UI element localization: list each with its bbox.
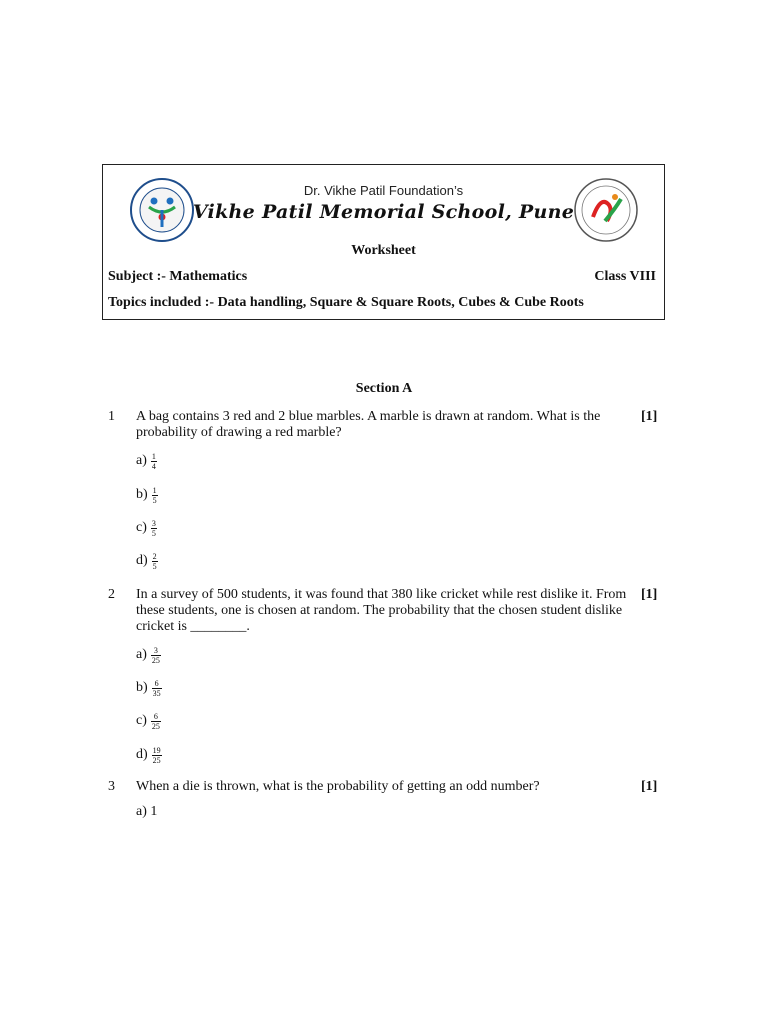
question-number: 1: [108, 409, 115, 424]
class-label: Class VIII: [594, 269, 656, 284]
topics-label: Topics included :- Data handling, Square & Square Roots, Cubes & Cube Roots: [108, 295, 584, 310]
option-b: [136, 483, 158, 507]
question-marks: [1]: [641, 779, 658, 794]
fraction-numerator: 2: [152, 551, 157, 561]
option-label: b): [136, 487, 148, 502]
foundation-name: Dr. Vikhe Patil Foundation’s: [303, 183, 464, 198]
option-c: [136, 516, 157, 540]
option-a: [136, 800, 157, 824]
fraction-numerator: 6: [154, 678, 159, 688]
subject-label: Subject :- Mathematics: [108, 269, 248, 284]
school-name: Vikhe Patil Memorial School, Pune: [192, 201, 575, 223]
fraction-numerator: 3: [153, 645, 158, 655]
option-label: d): [136, 553, 148, 568]
fraction-denominator: 5: [152, 561, 157, 571]
option-a: [136, 449, 157, 473]
option-fraction: [152, 746, 162, 765]
fraction-numerator: 19: [152, 745, 161, 755]
question-marks: [1]: [641, 587, 658, 602]
option-label: a): [136, 453, 147, 468]
option-d: [136, 743, 162, 767]
fraction-numerator: 6: [153, 711, 158, 721]
fraction-numerator: 1: [152, 485, 157, 495]
question-text: A bag contains 3 red and 2 blue marbles. A marble is drawn at random. What is the probability of drawing a red marble?: [136, 409, 601, 440]
option-label: d): [136, 747, 148, 762]
option-fraction: [151, 712, 161, 731]
option-fraction: [152, 486, 158, 505]
worksheet-title: Worksheet: [351, 243, 416, 258]
option-b: [136, 676, 162, 700]
option-fraction: [151, 519, 157, 538]
option-label: c): [136, 713, 147, 728]
option-c: [136, 709, 161, 733]
fraction-denominator: 4: [151, 461, 156, 471]
option-label: c): [136, 520, 147, 535]
question-number: 2: [108, 587, 115, 602]
option-fraction: [152, 679, 162, 698]
fraction-numerator: 3: [151, 518, 156, 528]
option-label: a): [136, 647, 147, 662]
fraction-numerator: 1: [151, 451, 156, 461]
question-marks: [1]: [641, 409, 658, 424]
option-fraction: [152, 552, 158, 571]
fraction-denominator: 25: [151, 721, 160, 731]
option-fraction: [151, 452, 157, 471]
school-logo-icon: [571, 177, 641, 243]
fraction-denominator: 5: [152, 495, 157, 505]
fraction-denominator: 5: [151, 528, 156, 538]
option-label: a) 1: [136, 804, 158, 819]
question-number: 3: [108, 779, 115, 794]
section-title: Section A: [355, 381, 413, 396]
option-fraction: [151, 646, 161, 665]
question-text: When a die is thrown, what is the probability of getting an odd number?: [136, 779, 540, 794]
fraction-denominator: 25: [152, 755, 161, 765]
option-d: [136, 549, 158, 573]
option-label: b): [136, 680, 148, 695]
fraction-denominator: 25: [151, 655, 160, 665]
option-a: [136, 643, 161, 667]
fraction-denominator: 35: [152, 688, 161, 698]
question-text: In a survey of 500 students, it was found that 380 like cricket while rest dislike it. From these students, one is chosen at random. The probability that the chosen student dislike cricket is ________.: [136, 587, 627, 634]
header-box: [102, 164, 665, 320]
